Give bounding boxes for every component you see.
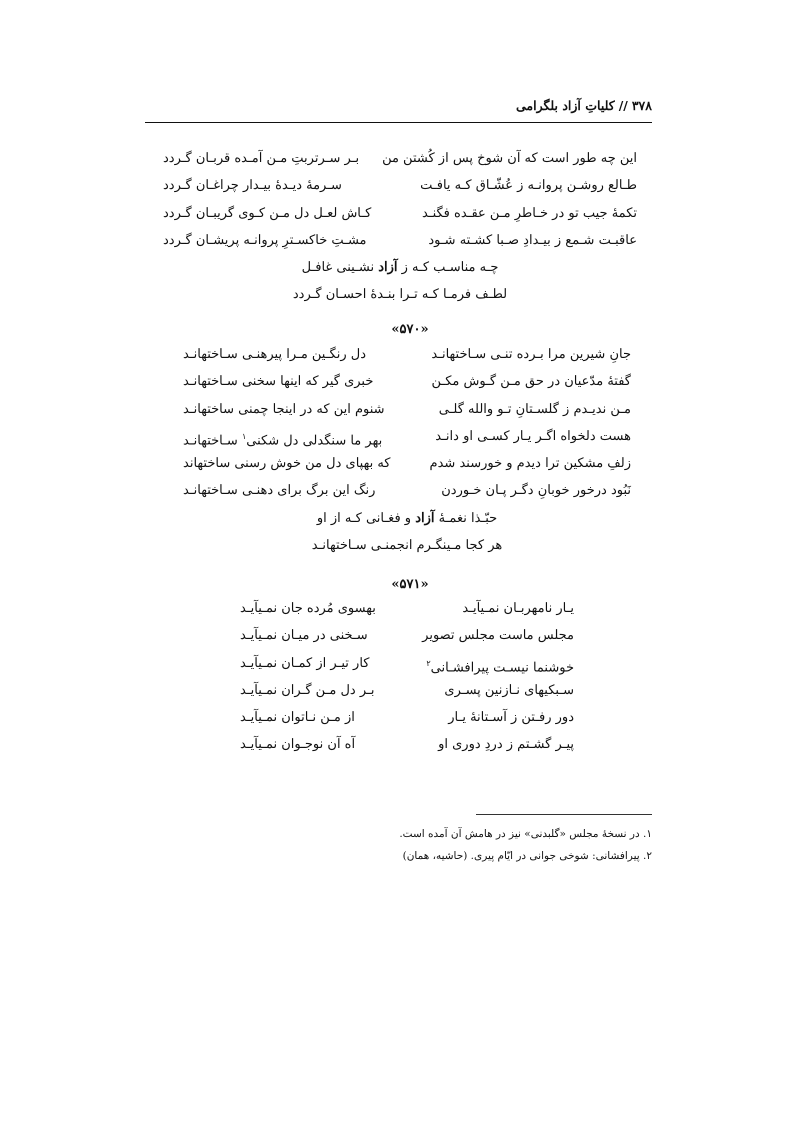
closing-text: چـه مناسـب کـه ز: [397, 260, 499, 276]
hemistich-second: مشـتِ خاکسـترِ پروانـه پریشـان گـردد: [163, 232, 367, 248]
hemistich-first: [426, 653, 574, 679]
hemistich-second: از مـن نـاتوان نمـیآیـد: [240, 710, 355, 726]
closing-line: لطـف فرمـا کـه تـرا بنـدهٔ احسـان گـردد: [292, 287, 508, 303]
poet-name: آزاد: [415, 510, 435, 526]
couplet: [183, 399, 631, 426]
couplet: [183, 371, 631, 398]
hemistich-second: سـخنی در میـان نمـیآیـد: [240, 628, 368, 644]
hemistich-text: خوشنما نیسـت پیرافشـانی: [430, 659, 574, 675]
hemistich-first: دور رفـتن ز آسـتانهٔ یـار: [448, 710, 574, 726]
hemistich-first: جانِ شیرین مرا بـرده تنـی سـاختهانـد: [431, 347, 631, 362]
hemistich-first: این چه طور است که آن شوخ پس از کُشتن من: [382, 151, 637, 166]
couplet: [183, 426, 631, 453]
closing-text: نشـینی غافـل: [301, 260, 379, 276]
couplet: [163, 203, 637, 230]
footnotes: [145, 823, 652, 867]
couplet: [240, 598, 574, 625]
closing-text: و فغـانی کـه از او: [316, 510, 416, 526]
hemistich-first: گفتهٔ مدّعیان در حق مـن گـوش مکـن: [431, 374, 631, 390]
poem-title: «۵۷۰»: [391, 322, 429, 337]
hemistich-first: مجلس ماست مجلس تصویر: [422, 628, 574, 644]
closing-line: [163, 257, 637, 284]
hemistich-text: بهر ما سنگدلی دل شکنی: [246, 433, 383, 449]
poem-title: «۵۷۱»: [391, 577, 429, 592]
hemistich-second: دل رنگـین مـرا پیرهنـی سـاختهانـد: [183, 347, 366, 362]
closing-line: [183, 508, 631, 535]
hemistich-second: بهسوی مُرده جان نمـیآیـد: [240, 601, 376, 616]
footnote-marker[interactable]: ۱: [241, 431, 247, 441]
couplet: [163, 175, 637, 202]
footnote-1: ۱. در نسخهٔ مجلس «گلبدنی» نیز در هامش آن آمده است.: [399, 828, 652, 840]
hemistich-first: نَبُود درخور خوبانِ دگـر پـان خـوردن: [441, 483, 631, 499]
couplet: [183, 344, 631, 371]
closing-line: هر کجا مـینگـرم انجمنـی سـاختهانـد: [311, 538, 503, 554]
footnote-divider: [476, 814, 652, 815]
hemistich-second: که بهپای دل من خوش رسنی ساختهاند: [183, 456, 391, 472]
poem-569: [163, 148, 637, 312]
hemistich-second: خبری گیر که اینها سخنی سـاختهانـد: [183, 374, 374, 390]
hemistich-first: یـار نامهربـان نمـیآیـد: [462, 601, 574, 616]
couplet: [240, 653, 574, 680]
hemistich-second: شنوم این که در اینجا چمنی ساختهانـد: [183, 401, 385, 417]
header-separator: //: [618, 98, 628, 113]
couplet: [240, 734, 574, 761]
couplet: [240, 707, 574, 734]
poet-name: آزاد: [378, 260, 398, 276]
couplet: [163, 230, 637, 257]
hemistich-first: طـالع روشـن پروانـه ز عُشّـاق کـه یافـت: [420, 178, 637, 194]
hemistich-first: زلفِ مشکین ترا دیدم و خورسند شدم: [429, 456, 631, 472]
couplet: [183, 453, 631, 480]
hemistich-first: پیـر گشـتم ز دردِ دوری او: [438, 737, 574, 753]
footnote-2: ۲. پیرافشانی: شوخی جوانی در ایّام پیری. (حاشیه، همان): [402, 850, 652, 862]
couplet: [163, 148, 637, 175]
hemistich-first: هست دلخواه اگـر یـار کسـی او دانـد: [435, 428, 631, 444]
hemistich-first: تکمهٔ جیب تو در خـاطرِ مـن عقـده فگنـد: [421, 205, 637, 221]
hemistich-second: سـرمهٔ دیـدهٔ بیـدار چراغـان گـردد: [163, 178, 342, 194]
closing-text: حبّـذا نغمـهٔ: [434, 510, 498, 526]
footnote-marker[interactable]: ۲: [426, 658, 431, 668]
hemistich-text: سـاختهانـد: [183, 433, 242, 449]
page-header: [145, 96, 652, 123]
hemistich-second: [183, 426, 382, 452]
poem-571: [240, 598, 574, 762]
hemistich-first: عاقبـت شـمع ز بیـدادِ صـبا کشـته شـود: [428, 232, 637, 248]
hemistich-second: رنگ این برگ برای دهنـی سـاختهانـد: [183, 483, 376, 499]
hemistich-second: کـاش لعـل دل مـن کـوی گریبـان گـردد: [163, 205, 372, 221]
hemistich-second: بـر دل مـن گـران نمـیآیـد: [240, 682, 375, 698]
couplet: [240, 680, 574, 707]
book-title: کلیاتِ آزاد بلگرامی: [516, 98, 615, 113]
hemistich-first: مـن ندیـدم ز گلسـتانِ تـو والله گلـی: [438, 401, 631, 417]
hemistich-second: کار تیـر از کمـان نمـیآیـد: [240, 655, 370, 671]
couplet: [240, 625, 574, 652]
couplet: [183, 480, 631, 507]
poem-570: [183, 344, 631, 562]
page-number: ۳۷۸: [631, 98, 652, 113]
hemistich-second: بـر سـرتربتِ مـن آمـده قربـان گـردد: [163, 151, 360, 166]
hemistich-first: سـبکیهای نـازنین پسـری: [444, 682, 574, 698]
hemistich-second: آه آن نوجـوان نمـیآیـد: [240, 737, 356, 753]
